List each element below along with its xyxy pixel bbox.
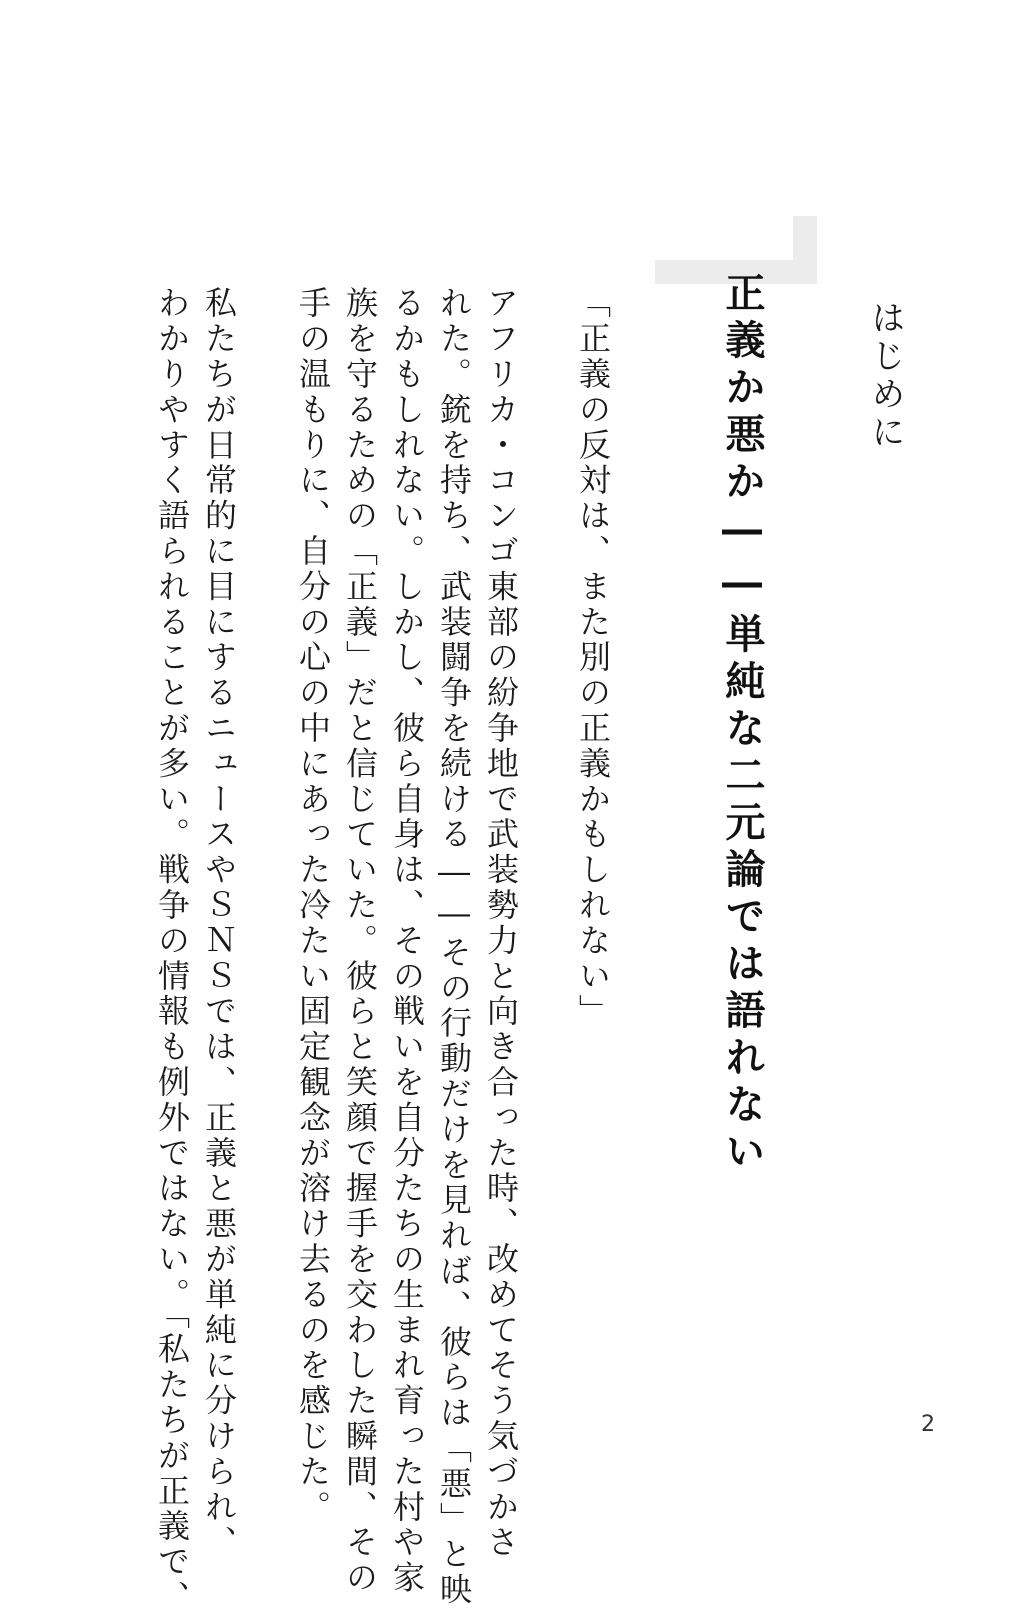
page-number: 2 (921, 1412, 935, 1437)
body-line-2: れた。銃を持ち、武装闘争を続ける――その行動だけを見れば、彼らは「悪」と映 (435, 286, 473, 1608)
body-line-7: わかりやすく語られることが多い。戦争の情報も例外ではない。「私たちが正義で、 (153, 286, 191, 1615)
chapter-label: はじめに (865, 300, 905, 452)
body-line-6: 私たちが日常的に目にするニュースやＳＮＳでは、正義と悪が単純に分けられ、 (200, 286, 238, 1561)
body-line-5: 手の温もりに、自分の心の中にあった冷たい固定観念が溶け去るのを感じた。 (294, 286, 332, 1525)
chapter-title: 正義か悪か――単純な二元論では語れない (719, 272, 765, 1177)
body-line-3: るかもしれない。しかし、彼ら自身は、その戦いを自分たちの生まれ育った村や家 (388, 286, 426, 1596)
epigraph-quote: 「正義の反対は、また別の正義かもしれない」 (574, 286, 612, 1030)
body-line-4: 族を守るための「正義」だと信じていた。彼らと笑顔で握手を交わした瞬間、その (341, 286, 379, 1596)
body-line-1: アフリカ・コンゴ東部の紛争地で武装勢力と向き合った時、改めてそう気づかさ (482, 286, 520, 1561)
heading-bracket-vertical (793, 216, 817, 284)
